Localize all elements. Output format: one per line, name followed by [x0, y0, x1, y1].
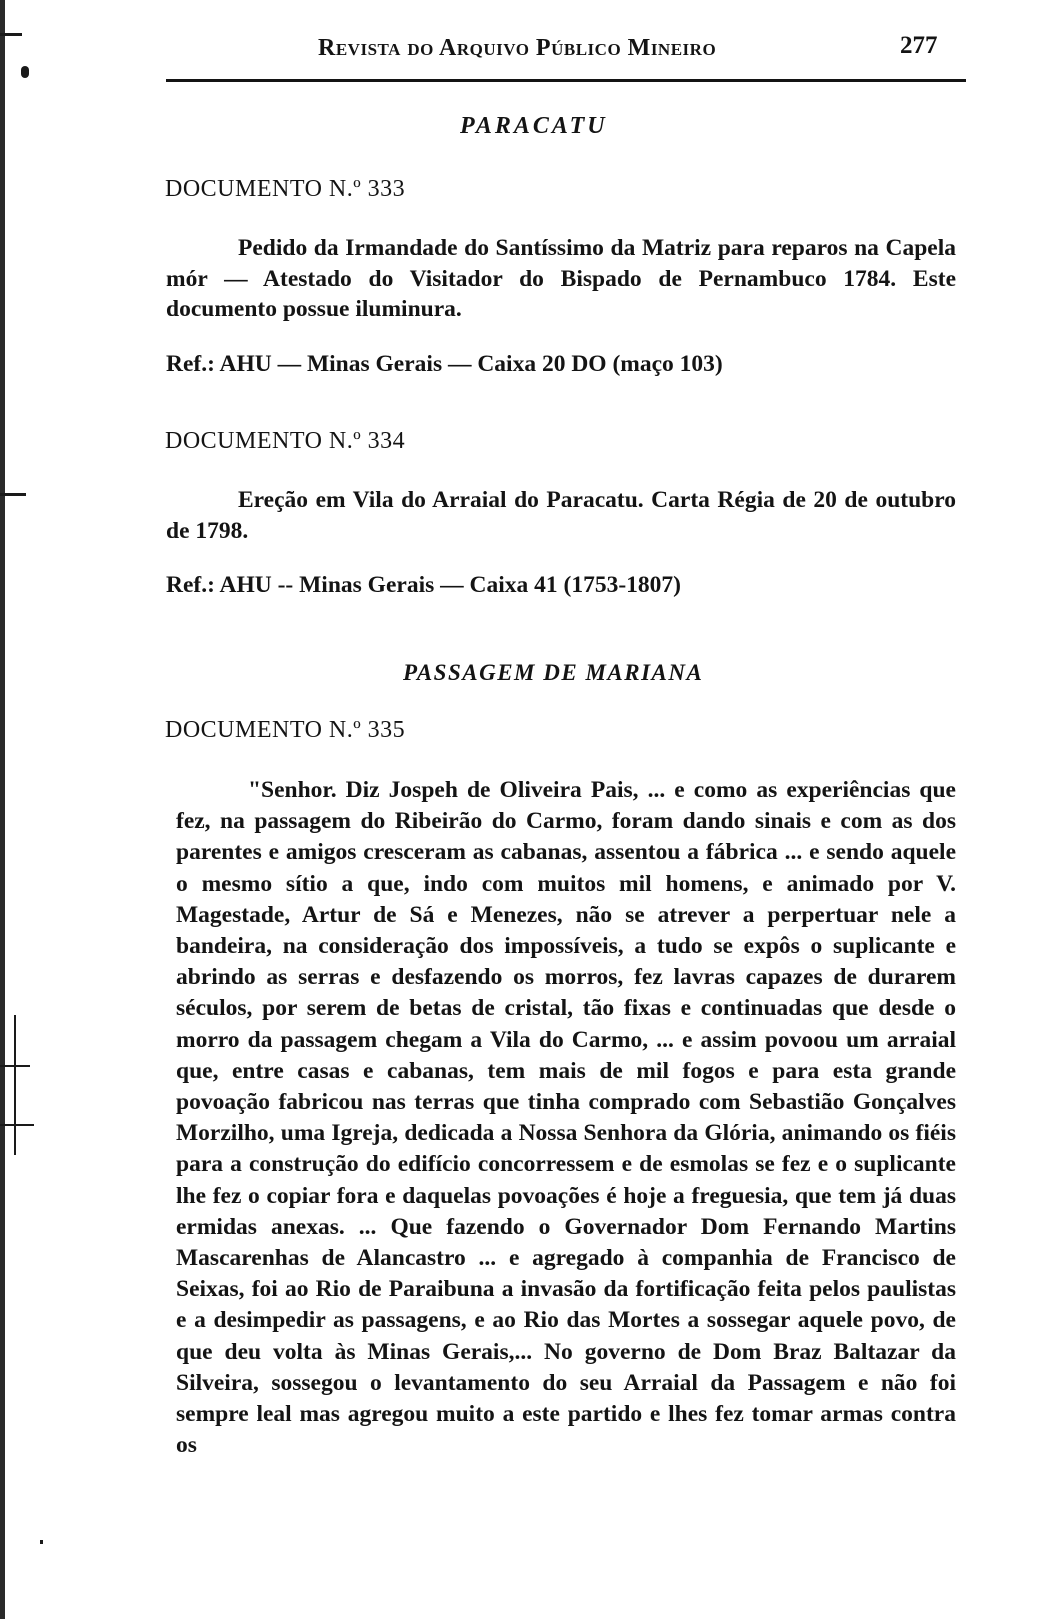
document-reference-333: Ref.: AHU — Minas Gerais — Caixa 20 DO (maço 103) — [166, 351, 723, 377]
description-text: Pedido da Irmandade do Santíssimo da Matriz para reparos na Capela mór — Atestado do Visitador do Bispado de Pernambuco 1784. Este documento possue iluminura. — [166, 235, 956, 322]
scan-dot — [21, 66, 29, 78]
document-heading-334: DOCUMENTO N.º 334 — [165, 428, 406, 454]
description-text: Ereção em Vila do Arraial do Paracatu. Carta Régia de 20 de outubro de 1798. — [166, 487, 956, 544]
scan-line — [14, 1015, 16, 1155]
scan-dash — [0, 493, 26, 496]
document-reference-334: Ref.: AHU -- Minas Gerais — Caixa 41 (1753-1807) — [166, 572, 681, 598]
document-description-334 — [166, 485, 956, 546]
scan-dot — [40, 1540, 43, 1544]
scan-edge-mark — [0, 0, 5, 1619]
document-heading-333: DOCUMENTO N.º 333 — [165, 176, 406, 202]
scan-dash — [0, 1124, 34, 1126]
scan-dash — [0, 33, 22, 36]
section-title-paracatu: PARACATU — [460, 113, 608, 139]
header-rule — [166, 79, 966, 82]
section-title-passagem-de-mariana: PASSAGEM DE MARIANA — [403, 660, 704, 685]
document-description-333 — [166, 233, 956, 325]
page-number: 277 — [900, 32, 938, 59]
document-body-335: "Senhor. Diz Jospeh de Oliveira Pais, ... e como as experiências que fez, na passagem do Ribeirão do Carmo, foram dando sinais e com as dos parentes e amigos cresceram as cabanas, assentou a fábrica ... e sendo aquele o mesmo sítio a que, indo com muitos mil homens, e animado por V. Magestade, Artur de Sá e Menezes, não se atrever a perpertuar nele a bandeira, na consideração dos impossíveis, a tudo se expôs o suplicante e abrindo as serras e desfazendo os morros, fez lavras capazes de durarem séculos, por serem de betas de cristal, tão fixas e continuadas que desde o morro da passagem chegam a Vila do Carmo, ... e assim povoou um arraial que, entre casas e cabanas, tem mais de mil fogos e para esta grande povoação fabricou nas terras que tinha comprado com Sebastião Gonçalves Morzilho, uma Igreja, dedicada a Nossa Senhora da Glória, animando os fiéis para a construção do edifício concorressem e de esmolas se fez e o suplicante lhe fez o copiar fora e daquelas povoações é hoje a freguesia, que tem já duas ermidas anexas. ... Que fazendo o Governador Dom Fernando Martins Mascarenhas de Alancastro ... e agregado à companhia de Francisco de Seixas, foi ao Rio de Paraibuna a invasão da fortificação feita pelos paulistas e a desimpedir as passagens, e ao Rio das Mortes a sossegar aquele povo, de que deu volta às Minas Gerais,... No governo de Dom Braz Baltazar da Silveira, sossegou o levantamento do seu Arraial da Passagem e não foi sempre leal mas agregou muito a este partido e lhes fez tomar armas contra os — [176, 777, 956, 1459]
scan-dash — [0, 1065, 30, 1067]
running-title: Revista do Arquivo Público Mineiro — [318, 35, 717, 61]
document-heading-335: DOCUMENTO N.º 335 — [165, 717, 406, 743]
